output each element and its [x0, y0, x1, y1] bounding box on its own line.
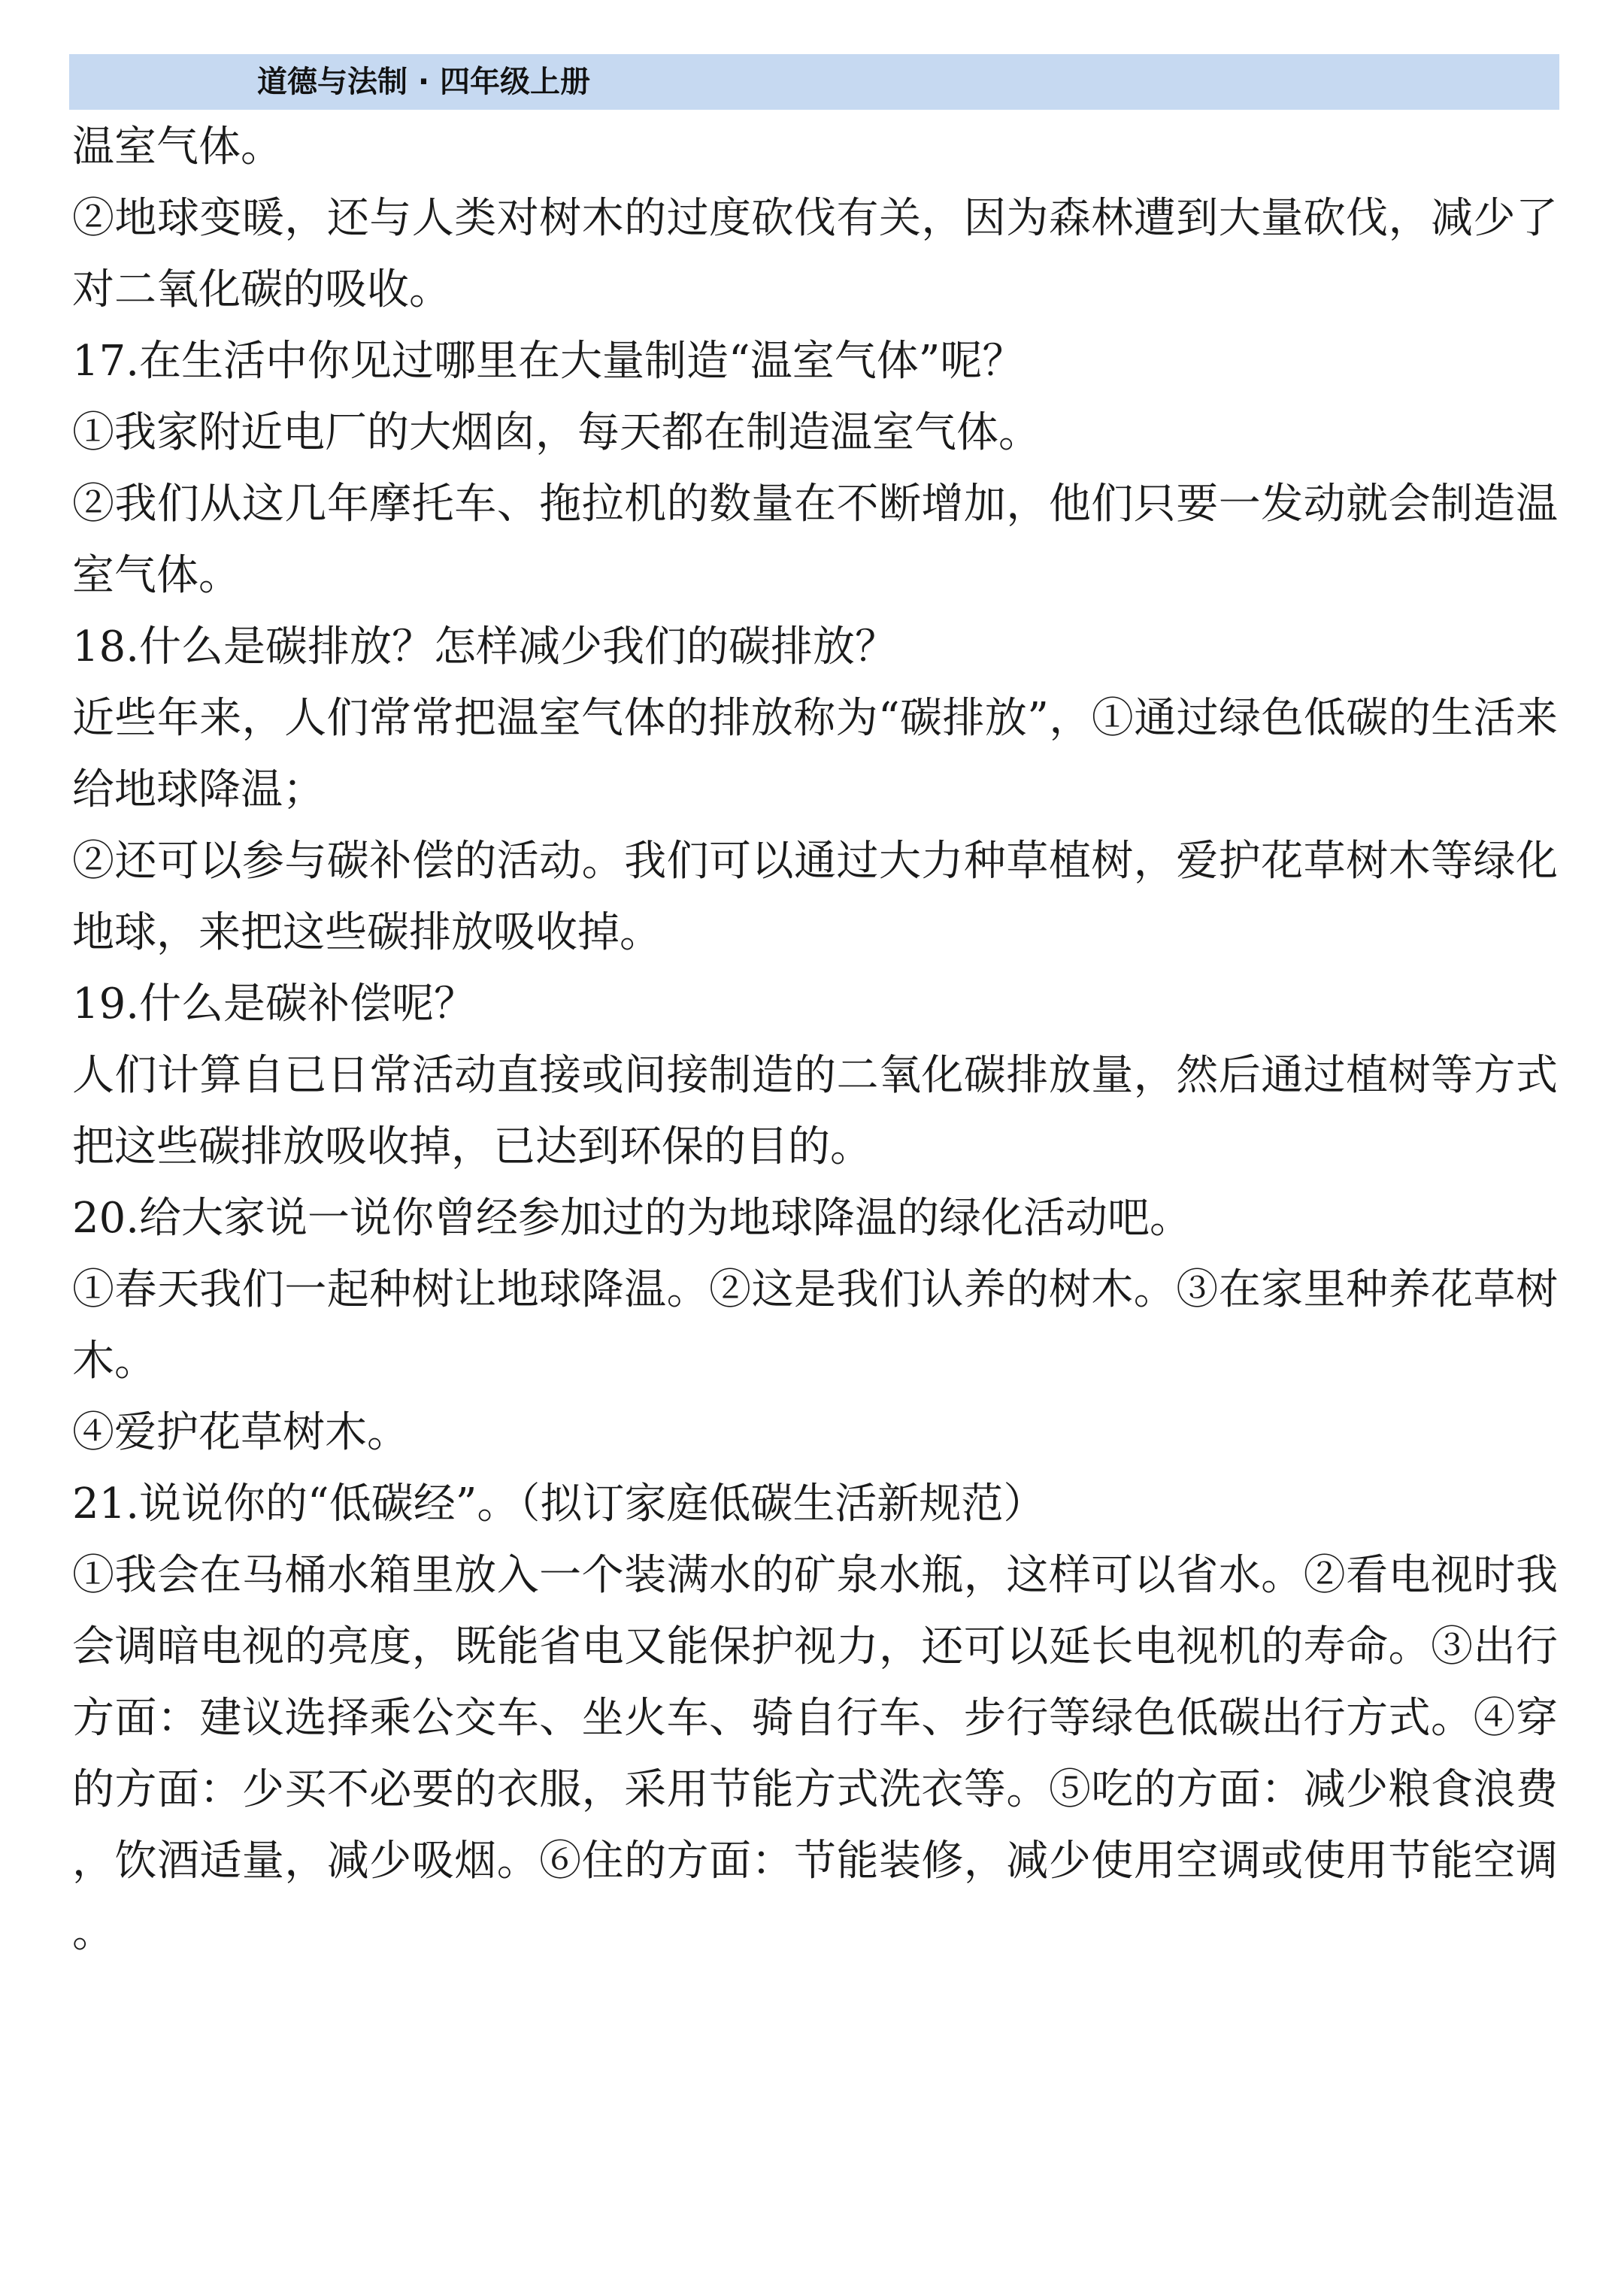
paragraph-answer: ②我们从这几年摩托车、拖拉机的数量在不断增加，他们只要一发动就会制造温室气体。: [72, 480, 1558, 600]
paragraph-answer: ①春天我们一起种树让地球降温。②这是我们认养的树木。③在家里种养花草树木。: [72, 1265, 1558, 1386]
paragraph-answer: ②地球变暖，还与人类对树木的过度砍伐有关，因为森林遭到大量砍伐，减少了对二氧化碳的吸收。: [72, 194, 1558, 314]
paragraph-answer: ①我会在马桶水箱里放入一个装满水的矿泉水瓶，这样可以省水。②看电视时我会调暗电视的亮度，既能省电又能保护视力，还可以延长电视机的寿命。③出行方面：建议选择乘公交车、坐火车、骑自行车、步行等绿色低碳出行方式。④穿的方面：少买不必要的衣服，采用节能方式洗衣等。⑤吃的方面：减少粮食浪费，饮酒适量，减少吸烟。⑥住的方面：节能装修，减少使用空调或使用节能空调。: [72, 1551, 1558, 1957]
paragraph-answer: 人们计算自已日常活动直接或间接制造的二氧化碳排放量，然后通过植树等方式把这些碳排放吸收掉，已达到环保的目的。: [72, 1051, 1558, 1171]
question-18: 18.什么是碳排放？怎样减少我们的碳排放？: [72, 622, 898, 671]
paragraph-answer: ②还可以参与碳补偿的活动。我们可以通过大力种草植树，爱护花草树木等绿化地球，来把这些碳排放吸收掉。: [72, 837, 1558, 957]
question-17: 17.在生活中你见过哪里在大量制造“温室气体”呢？: [72, 337, 1025, 386]
page-header-bar: [69, 54, 1559, 110]
paragraph-answer: ④爱护花草树木。: [72, 1408, 409, 1457]
question-21: 21.说说你的“低碳经”。（拟订家庭低碳生活新规范）: [72, 1480, 1046, 1528]
paragraph-continuation: 温室气体。: [72, 123, 283, 171]
question-19: 19.什么是碳补偿呢？: [72, 980, 477, 1028]
paragraph-answer: ①我家附近电厂的大烟囱，每天都在制造温室气体。: [72, 408, 1041, 457]
document-body: [72, 111, 1558, 1968]
page-header-title: 道德与法制 · 四年级上册: [257, 65, 591, 99]
paragraph-answer: 近些年来，人们常常把温室气体的排放称为“碳排放”，①通过绿色低碳的生活来给地球降温；: [72, 694, 1558, 814]
question-20: 20.给大家说一说你曾经参加过的为地球降温的绿化活动吧。: [72, 1194, 1192, 1243]
